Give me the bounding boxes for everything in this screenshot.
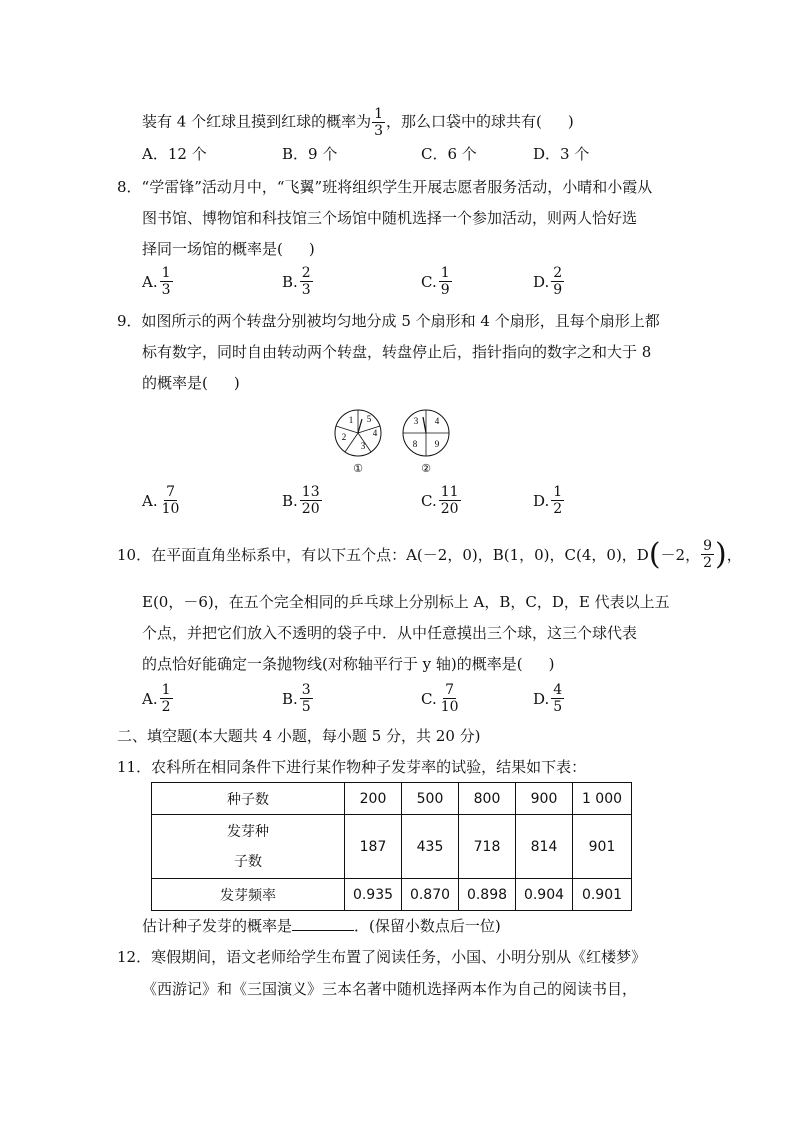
q7-line: [142, 106, 574, 139]
frac-den: 9: [553, 282, 563, 298]
option-label: A.: [142, 491, 158, 510]
table-cell: 187: [345, 815, 402, 879]
spinner-2: [403, 410, 449, 475]
frac-den: 5: [301, 699, 311, 715]
q10-left-paren: (: [648, 536, 661, 572]
option-label: A.: [142, 272, 158, 291]
option-fraction: [439, 265, 452, 298]
option-label: C.: [421, 689, 437, 708]
germination-table: [151, 782, 632, 911]
option-fraction: [300, 682, 313, 715]
q10-line3: 个点，并把它们放入不透明的袋子中．从中任意摸出三个球，这三个球代表: [142, 624, 638, 642]
spinner-1-pointer-icon: [358, 419, 362, 433]
spinner-2-num: 9: [434, 439, 440, 449]
q12-line2: 《西游记》和《三国演义》三本名著中随机选择两本作为自己的阅读书目，: [142, 980, 638, 998]
frac-num: 9: [703, 538, 713, 554]
table-head-line: 子数: [234, 853, 262, 870]
table-cell: 718: [459, 815, 516, 879]
option-label: D.: [533, 491, 550, 510]
frac-den: 3: [161, 282, 171, 298]
frac-num: 11: [440, 484, 459, 500]
table-row: [152, 879, 632, 911]
q10-comma: ，: [726, 545, 742, 564]
table-head-cell: 种子数: [152, 783, 345, 815]
q10-option-b: [282, 682, 314, 715]
q9-line2: 标有数字，同时自由转动两个转盘，转盘停止后，指针指向的数字之和大于 8: [142, 343, 652, 361]
option-label: D.: [533, 689, 550, 708]
q7-tail: ，那么口袋中的球共有(: [386, 112, 542, 131]
q7-option-c: C．6 个: [421, 145, 477, 163]
option-label: B.: [282, 491, 298, 510]
option-fraction: [160, 265, 173, 298]
table-cell: 500: [402, 783, 459, 815]
frac-num: 3: [301, 682, 311, 698]
option-label: C.: [421, 491, 437, 510]
option-fraction: [439, 682, 461, 715]
frac-den: 10: [161, 501, 180, 517]
table-cell: 814: [516, 815, 573, 879]
spinner-1-num: 5: [366, 414, 372, 424]
frac-den: 20: [440, 501, 459, 517]
q9-option-c: [421, 484, 462, 517]
q8-line1: 8．“学雷锋”活动月中，“飞翼”班将组织学生开展志愿者服务活动，小晴和小霞从: [117, 178, 653, 196]
q8-option-a: [142, 265, 174, 298]
spinner-2-num: 4: [434, 416, 440, 426]
option-fraction: [551, 484, 564, 517]
frac-den: 2: [161, 699, 171, 715]
q10-line1: [117, 538, 742, 571]
q9-line3: [142, 373, 240, 393]
q7-close: ): [567, 112, 574, 131]
spinner-2-pointer-icon: [423, 417, 426, 433]
table-row: [152, 815, 632, 879]
q7-fraction: [372, 106, 385, 139]
table-cell: 0.901: [573, 879, 632, 911]
table-cell: 0.904: [516, 879, 573, 911]
q9-close: ): [233, 374, 240, 392]
q10-option-d: [533, 682, 565, 715]
table-cell: 0.935: [345, 879, 402, 911]
q10-line4: [142, 654, 554, 674]
frac-den: 3: [301, 282, 311, 298]
q7-text: 装有 4 个红球且摸到红球的概率为: [142, 112, 372, 131]
q9-line1: 9．如图所示的两个转盘分别被均匀地分成 5 个扇形和 4 个扇形，且每个扇形上都: [117, 312, 660, 330]
q10-d-pre: －2，: [660, 545, 701, 564]
q10-line2: E(0，－6)，在五个完全相同的乒乓球上分别标上 A，B，C，D，E 代表以上五: [142, 593, 670, 611]
q9-option-a: [142, 484, 182, 517]
table-cell: 1 000: [573, 783, 632, 815]
option-fraction: [160, 682, 173, 715]
option-fraction: [551, 682, 564, 715]
q8-option-c: [421, 265, 453, 298]
q8-option-b: [282, 265, 314, 298]
q11-answer-pre: 估计种子发芽的概率是: [142, 917, 293, 935]
table-head-cell: 发芽频率: [152, 879, 345, 911]
q7-option-b: B．9 个: [282, 145, 338, 163]
frac-den: 10: [440, 699, 459, 715]
q11-answer-post: ．(保留小数点后一位): [354, 917, 501, 935]
table-cell: 200: [345, 783, 402, 815]
q11-line1: 11．农科所在相同条件下进行某作物种子发芽率的试验，结果如下表：: [117, 758, 587, 776]
spinner-1-caption: ①: [353, 463, 363, 475]
spinner-1-num: 4: [372, 428, 378, 438]
q9-option-d: [533, 484, 565, 517]
spinner-1-num: 2: [341, 432, 347, 442]
frac-num: 7: [445, 682, 455, 698]
table-cell: 435: [402, 815, 459, 879]
table-cell: 901: [573, 815, 632, 879]
table-row: [152, 783, 632, 815]
q10-option-c: [421, 682, 462, 715]
q8-line3-text: 择同一场馆的概率是(: [142, 240, 283, 258]
table-head-cell: [152, 815, 345, 879]
q10-option-a: [142, 682, 174, 715]
table-cell: 0.898: [459, 879, 516, 911]
q12-line1: 12．寒假期间，语文老师给学生布置了阅读任务，小国、小明分别从《红楼梦》: [117, 948, 647, 966]
frac-den: 9: [440, 282, 450, 298]
q10-close: ): [548, 655, 555, 673]
spinner-2-num: 8: [412, 439, 418, 449]
answer-blank[interactable]: [292, 916, 354, 931]
q7-frac-den: 3: [374, 123, 384, 139]
q9-option-b: [282, 484, 323, 517]
spinner-1: [335, 410, 381, 475]
q10-d-fraction: [701, 538, 714, 571]
q8-line2: 图书馆、博物馆和科技馆三个场馆中随机选择一个参加活动，则两人恰好选: [142, 209, 638, 227]
frac-num: 2: [553, 265, 563, 281]
q8-line3: [142, 239, 315, 259]
frac-den: 5: [553, 699, 563, 715]
q7-option-a: A．12 个: [142, 145, 207, 163]
option-fraction: [300, 484, 322, 517]
option-label: C.: [421, 272, 437, 291]
frac-num: 1: [161, 682, 171, 698]
table-cell: 0.870: [402, 879, 459, 911]
option-label: B.: [282, 689, 298, 708]
frac-num: 4: [553, 682, 563, 698]
spinner-2-num: 3: [413, 416, 419, 426]
section-heading: 二、填空题(本大题共 4 小题，每小题 5 分，共 20 分): [117, 727, 481, 745]
frac-den: 2: [703, 555, 713, 571]
q7-frac-num: 1: [374, 106, 384, 122]
option-label: D.: [533, 272, 550, 291]
spinner-2-caption: ②: [421, 463, 431, 475]
q10-line1-text: 10．在平面直角坐标系中，有以下五个点：A(－2，0)，B(1，0)，C(4，0)，D: [117, 545, 649, 564]
option-fraction: [551, 265, 564, 298]
q8-close: ): [308, 240, 315, 258]
table-cell: 800: [459, 783, 516, 815]
q10-right-paren: ): [715, 536, 727, 572]
frac-den: 2: [553, 501, 563, 517]
q8-option-d: [533, 265, 565, 298]
q9-line3-text: 的概率是(: [142, 374, 208, 392]
q11-answer-line: [142, 916, 501, 936]
frac-num: 7: [166, 484, 175, 500]
option-fraction: [300, 265, 313, 298]
option-fraction: [160, 484, 182, 517]
q7-option-d: D．3 个: [533, 145, 590, 163]
option-label: A.: [142, 689, 158, 708]
spinner-figure: [330, 403, 460, 477]
frac-num: 1: [161, 265, 171, 281]
spinner-1-num: 1: [348, 415, 354, 425]
frac-num: 1: [440, 265, 450, 281]
frac-num: 13: [301, 484, 320, 500]
table-head-line: 发芽种: [227, 823, 269, 840]
spinner-1-num: 3: [360, 441, 366, 451]
frac-den: 20: [301, 501, 320, 517]
q10-line4-text: 的点恰好能确定一条抛物线(对称轴平行于 y 轴)的概率是(: [142, 655, 523, 673]
frac-num: 2: [301, 265, 311, 281]
option-label: B.: [282, 272, 298, 291]
table-cell: 900: [516, 783, 573, 815]
option-fraction: [439, 484, 461, 517]
frac-num: 1: [553, 484, 563, 500]
